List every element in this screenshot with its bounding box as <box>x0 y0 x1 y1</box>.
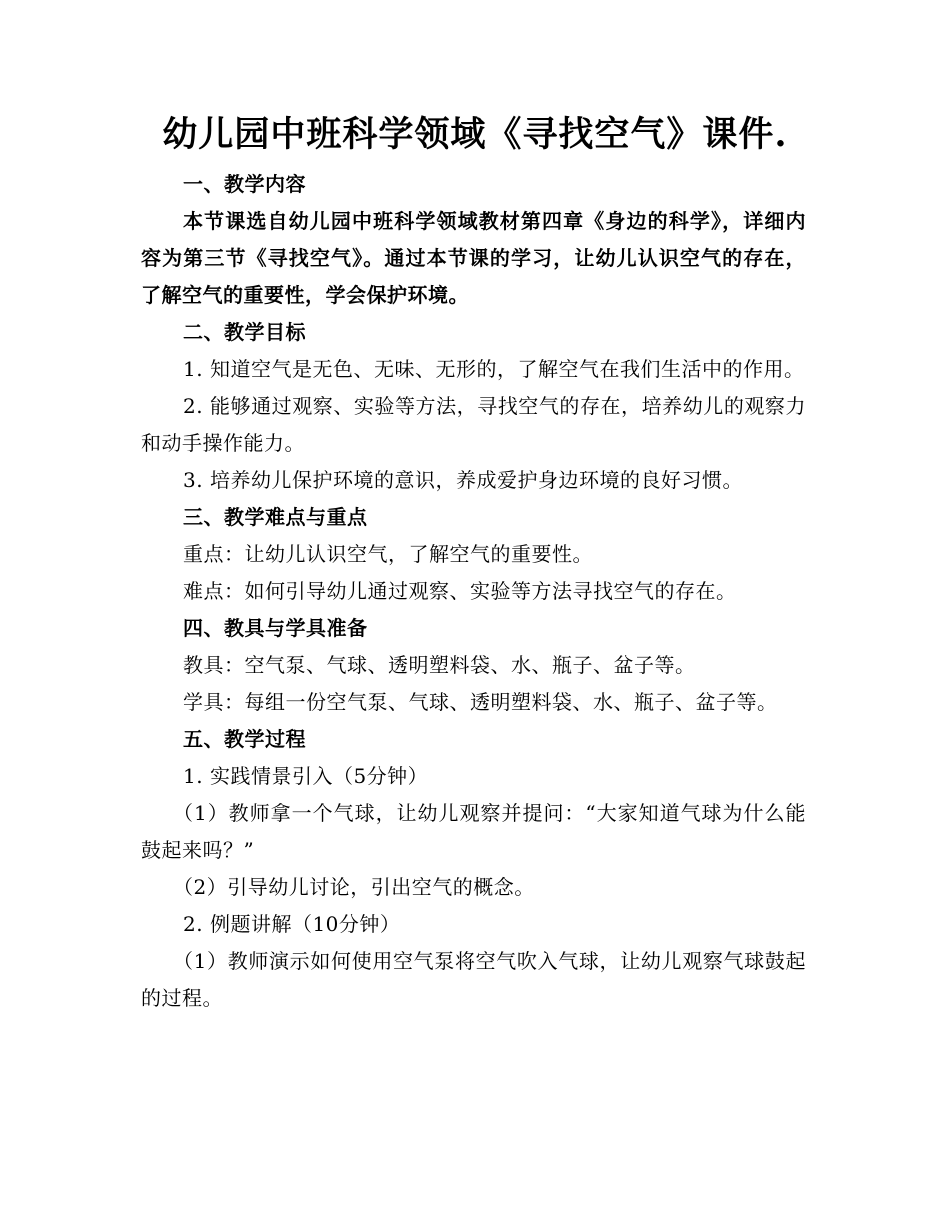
document-body <box>141 166 806 1017</box>
section-heading-materials: 四、教具与学具准备 <box>183 616 368 640</box>
process-step-1: 1. 实践情景引入（5分钟） <box>183 764 429 788</box>
key-point: 重点：让幼儿认识空气，了解空气的重要性。 <box>183 542 593 566</box>
process-step-1a: （1）教师拿一个气球，让幼儿观察并提问：“大家知道气球为什么能鼓起来吗？” <box>141 801 806 862</box>
difficult-point: 难点：如何引导幼儿通过观察、实验等方法寻找空气的存在。 <box>183 579 737 603</box>
goal-item-3: 3. 培养幼儿保护环境的意识，养成爱护身边环境的良好习惯。 <box>183 468 743 492</box>
process-step-1b: （2）引导幼儿讨论，引出空气的概念。 <box>173 875 535 899</box>
section-heading-process: 五、教学过程 <box>183 727 306 751</box>
goal-item-2: 2. 能够通过观察、实验等方法，寻找空气的存在，培养幼儿的观察力和动手操作能力。 <box>141 394 806 455</box>
section-heading-content: 一、教学内容 <box>183 172 306 196</box>
section-heading-goals: 二、教学目标 <box>183 320 306 344</box>
document-title: 幼儿园中班科学领域《寻找空气》课件. <box>162 114 788 155</box>
student-materials: 学具：每组一份空气泵、气球、透明塑料袋、水、瓶子、盆子等。 <box>183 690 778 714</box>
content-paragraph: 本节课选自幼儿园中班科学领域教材第四章《身边的科学》，详细内容为第三节《寻找空气》。通过本节课的学习，让幼儿认识空气的存在，了解空气的重要性，学会保护环境。 <box>141 209 806 307</box>
goal-item-1: 1. 知道空气是无色、无味、无形的，了解空气在我们生活中的作用。 <box>183 357 805 381</box>
process-step-2: 2. 例题讲解（10分钟） <box>183 912 401 936</box>
section-heading-keypoints: 三、教学难点与重点 <box>183 505 368 529</box>
process-step-2a: （1）教师演示如何使用空气泵将空气吹入气球，让幼儿观察气球鼓起的过程。 <box>141 949 806 1010</box>
teacher-materials: 教具：空气泵、气球、透明塑料袋、水、瓶子、盆子等。 <box>183 653 696 677</box>
